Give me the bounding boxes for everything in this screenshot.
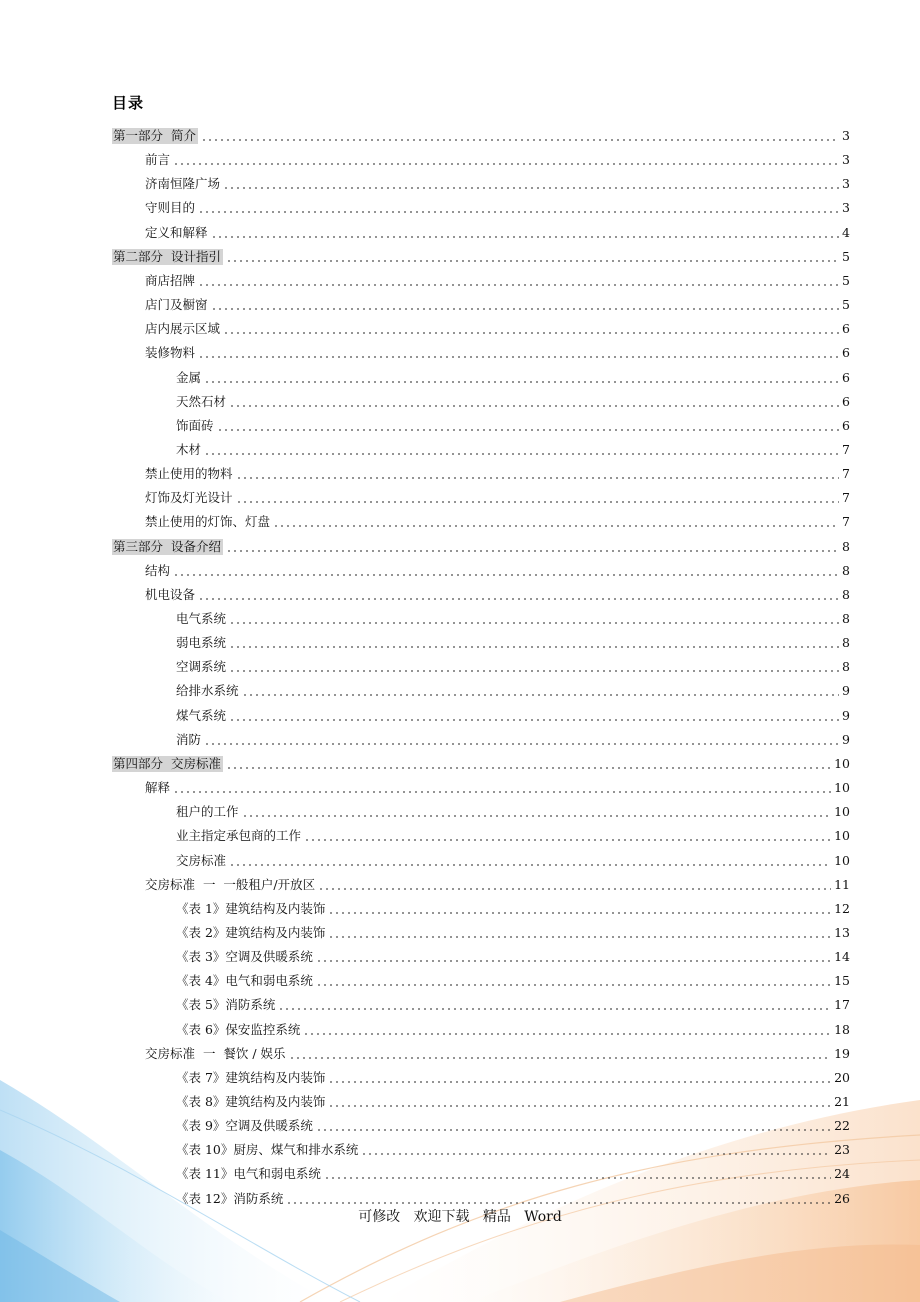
toc-entry-label: 第三部分 设备介绍 (113, 538, 221, 554)
toc-page-number: 6 (842, 417, 850, 433)
toc-entry-label: 装修物料 (145, 345, 196, 361)
toc-page-number: 19 (834, 1045, 850, 1061)
toc-entry[interactable] (176, 677, 850, 699)
toc-entry-label: 解释 (145, 780, 171, 796)
toc-part-heading[interactable] (112, 533, 850, 555)
toc-entry[interactable] (176, 653, 850, 675)
toc-entry-label: 济南恒隆广场 (145, 176, 221, 192)
toc-page-number: 5 (842, 272, 850, 288)
toc-page-number: 3 (842, 128, 850, 143)
toc-entry-label: 消防 (176, 731, 202, 747)
toc-entry[interactable] (176, 388, 850, 410)
toc-dot-leader (278, 1008, 831, 1010)
toc-dot-leader (242, 694, 840, 696)
toc-entry-label: 定义和解释 (145, 224, 208, 240)
toc-entry-label: 空调系统 (176, 659, 227, 675)
toc-dot-leader (226, 767, 831, 769)
toc-entry-label: 守则目的 (145, 200, 196, 216)
toc-page-number: 23 (834, 1142, 850, 1158)
toc-entry[interactable] (176, 991, 850, 1013)
toc-entry-label: 弱电系统 (176, 635, 227, 651)
toc-entry-label: 金属 (176, 369, 202, 385)
toc-dot-leader (201, 139, 839, 141)
toc-dot-leader (316, 960, 831, 962)
toc-dot-leader (318, 888, 831, 890)
toc-entry-label: 电气系统 (176, 611, 227, 626)
toc-part-heading[interactable] (112, 122, 850, 144)
toc-dot-leader (198, 211, 839, 213)
toc-dot-leader (229, 405, 839, 407)
toc-page-number: 7 (842, 490, 850, 506)
toc-entry[interactable] (145, 291, 850, 313)
toc-entry-label: 交房标准 一 一般租户/开放区 (145, 876, 316, 892)
toc-dot-leader (198, 284, 839, 286)
toc-page-number: 10 (834, 828, 850, 844)
toc-page-number: 26 (834, 1190, 850, 1206)
toc-page-number: 13 (834, 924, 850, 940)
toc-entry-label: 饰面砖 (176, 417, 214, 433)
toc-entry-label: 业主指定承包商的工作 (176, 828, 302, 844)
toc-dot-leader (226, 260, 839, 262)
toc-page-number: 3 (842, 176, 850, 192)
toc-entry[interactable] (176, 1088, 850, 1110)
toc-entry-label: 《表 2》建筑结构及内装饰 (176, 924, 326, 940)
toc-page-number: 12 (834, 900, 850, 916)
toc-entry-label: 店门及橱窗 (145, 297, 208, 313)
toc-entry-label: 《表 8》建筑结构及内装饰 (176, 1094, 326, 1109)
toc-dot-leader (229, 646, 839, 648)
toc-dot-leader (211, 236, 840, 238)
toc-page-number: 14 (834, 949, 850, 965)
toc-part-heading[interactable] (112, 243, 850, 265)
toc-dot-leader (204, 743, 839, 745)
toc-entry[interactable] (176, 436, 850, 458)
toc-entry[interactable] (145, 581, 850, 603)
toc-dot-leader (361, 1153, 831, 1155)
toc-page-number: 8 (842, 659, 850, 675)
toc-dot-leader (173, 163, 839, 165)
toc-entry[interactable] (176, 726, 850, 748)
toc-entry-label: 《表 7》建筑结构及内装饰 (176, 1069, 326, 1085)
toc-dot-leader (316, 984, 831, 986)
toc-page-number: 7 (842, 441, 850, 457)
toc-page-number: 6 (842, 369, 850, 385)
toc-entry-label: 结构 (145, 562, 171, 578)
toc-page-number: 7 (842, 466, 850, 482)
toc-page-number: 6 (842, 321, 850, 337)
toc-entry[interactable] (176, 605, 850, 627)
toc-entry[interactable] (145, 871, 850, 893)
toc-dot-leader (328, 1081, 831, 1083)
toc-entry[interactable] (176, 919, 850, 941)
toc-page-number: 8 (842, 611, 850, 626)
toc-entry-label: 灯饰及灯光设计 (145, 490, 233, 506)
toc-entry[interactable] (145, 170, 850, 192)
toc-dot-leader (328, 1105, 831, 1107)
toc-page-number: 6 (842, 345, 850, 361)
toc-dot-leader (223, 187, 839, 189)
toc-entry[interactable] (176, 822, 850, 844)
toc-entry-label: 商店招牌 (145, 272, 196, 288)
toc-page-number: 6 (842, 393, 850, 409)
toc-dot-leader (242, 815, 832, 817)
toc-page-number: 7 (842, 514, 850, 530)
toc-dot-leader (229, 864, 831, 866)
toc-dot-leader (223, 332, 839, 334)
toc-entry-label: 《表 10》厨房、煤气和排水系统 (176, 1142, 359, 1158)
toc-dot-leader (198, 598, 839, 600)
toc-dot-leader (211, 308, 840, 310)
toc-entry[interactable] (176, 1112, 850, 1134)
toc-dot-leader (226, 550, 839, 552)
toc-entry[interactable] (176, 1016, 850, 1038)
toc-dot-leader (173, 791, 831, 793)
toc-entry-label: 禁止使用的物料 (145, 466, 233, 482)
toc-page-number: 15 (834, 973, 850, 989)
toc-page-number: 5 (842, 297, 850, 313)
toc-page-number: 8 (842, 538, 850, 554)
toc-dot-leader (204, 381, 839, 383)
toc-entry-label: 《表 6》保安监控系统 (176, 1021, 301, 1037)
toc-page-number: 18 (834, 1021, 850, 1037)
toc-dot-leader (236, 501, 840, 503)
toc-page-number: 17 (834, 997, 850, 1013)
toc-entry[interactable] (176, 798, 850, 820)
page-footer: 可修改 欢迎下载 精品 Word (358, 1209, 562, 1225)
toc-page-number: 8 (842, 635, 850, 651)
toc-page-number: 8 (842, 586, 850, 602)
toc-page-number: 24 (834, 1166, 850, 1182)
toc-page-number: 4 (842, 224, 850, 240)
toc-entry-label: 《表 3》空调及供暖系统 (176, 949, 313, 965)
toc-dot-leader (303, 1033, 831, 1035)
toc-page-number: 9 (842, 707, 850, 723)
toc-entry-label: 机电设备 (145, 586, 196, 602)
toc-entry-label: 煤气系统 (176, 707, 227, 723)
toc-entry[interactable] (176, 1064, 850, 1086)
toc-dot-leader (289, 1057, 832, 1059)
toc-entry[interactable] (176, 895, 850, 917)
toc-dot-leader (229, 622, 839, 624)
toc-entry-label: 《表 5》消防系统 (176, 997, 276, 1013)
toc-entry-label: 《表 1》建筑结构及内装饰 (176, 900, 326, 916)
toc-entry[interactable] (176, 1185, 850, 1207)
toc-entry-label: 《表 4》电气和弱电系统 (176, 973, 313, 989)
toc-entry-label: 第四部分 交房标准 (113, 755, 221, 771)
toc-page-number: 21 (834, 1094, 850, 1109)
toc-page-number: 11 (834, 876, 850, 892)
toc-page-number: 10 (834, 755, 850, 771)
toc-page-number: 3 (842, 152, 850, 168)
toc-page-number: 3 (842, 200, 850, 216)
toc-entry[interactable] (176, 1136, 850, 1158)
toc-dot-leader (204, 453, 839, 455)
toc-entry-label: 木材 (176, 441, 202, 457)
toc-entry[interactable] (145, 557, 850, 579)
toc-title: 目录 (112, 94, 145, 112)
toc-entry[interactable] (176, 1160, 850, 1182)
toc-entry[interactable] (176, 943, 850, 965)
toc-dot-leader (236, 477, 840, 479)
toc-entry-label: 《表 11》电气和弱电系统 (176, 1166, 321, 1182)
toc-entry[interactable] (176, 967, 850, 989)
toc-page-number: 22 (834, 1118, 850, 1134)
toc-entry-label: 给排水系统 (176, 683, 239, 699)
toc-entry-label: 店内展示区域 (145, 321, 221, 337)
toc-entry[interactable] (145, 339, 850, 361)
toc-entry[interactable] (176, 364, 850, 386)
toc-entry[interactable] (145, 508, 850, 530)
toc-page-number: 20 (834, 1069, 850, 1085)
toc-entry-label: 《表 12》消防系统 (176, 1190, 284, 1206)
toc-entry-label: 第一部分 简介 (113, 128, 196, 143)
toc-dot-leader (328, 912, 831, 914)
toc-entry-label: 交房标准 一 餐饮 / 娱乐 (145, 1045, 286, 1061)
toc-entry-label: 禁止使用的灯饰、灯盘 (145, 514, 271, 530)
toc-dot-leader (304, 839, 831, 841)
toc-dot-leader (173, 574, 839, 576)
toc-dot-leader (229, 670, 839, 672)
toc-dot-leader (328, 936, 831, 938)
toc-entry[interactable] (145, 194, 850, 216)
toc-entry-label: 租户的工作 (176, 804, 239, 820)
toc-entry-label: 前言 (145, 152, 171, 168)
toc-dot-leader (229, 719, 839, 721)
toc-dot-leader (273, 525, 839, 527)
toc-page-number: 10 (834, 852, 850, 868)
toc-part-heading[interactable] (112, 750, 850, 772)
toc-entry[interactable] (176, 629, 850, 651)
toc-page-number: 9 (842, 731, 850, 747)
toc-entry[interactable] (145, 1040, 850, 1062)
toc-entry-label: 《表 9》空调及供暖系统 (176, 1118, 313, 1134)
toc-entry[interactable] (176, 412, 850, 434)
toc-entry[interactable] (145, 774, 850, 796)
toc-entry-label: 交房标准 (176, 852, 227, 868)
toc-entry[interactable] (145, 267, 850, 289)
toc-entry[interactable] (176, 847, 850, 869)
toc-page-number: 10 (834, 804, 850, 820)
toc-page-number: 8 (842, 562, 850, 578)
toc-dot-leader (286, 1202, 831, 1204)
toc-page-number: 5 (842, 248, 850, 264)
toc-entry[interactable] (176, 702, 850, 724)
toc-dot-leader (316, 1129, 831, 1131)
toc-entry[interactable] (145, 146, 850, 168)
toc-dot-leader (217, 429, 840, 431)
toc-entry-label: 第二部分 设计指引 (113, 248, 221, 264)
toc-entry[interactable] (145, 315, 850, 337)
toc-page-number: 10 (834, 780, 850, 796)
toc-entry[interactable] (145, 219, 850, 241)
toc-entry[interactable] (145, 484, 850, 506)
toc-page-number: 9 (842, 683, 850, 699)
toc-dot-leader (198, 356, 839, 358)
toc-entry[interactable] (145, 460, 850, 482)
toc-dot-leader (324, 1177, 831, 1179)
toc-entry-label: 天然石材 (176, 393, 227, 409)
